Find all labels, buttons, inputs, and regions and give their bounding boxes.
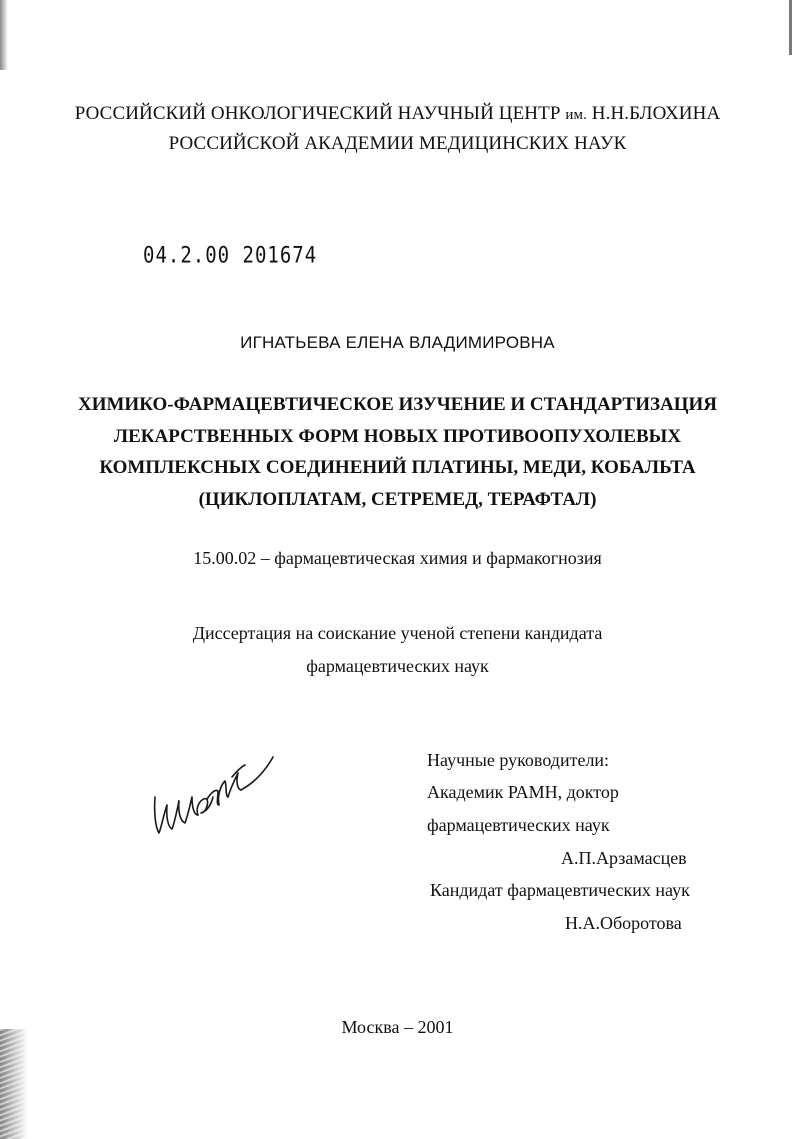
title-line-4: (ЦИКЛОПЛАТАМ, СЕТРЕМЕД, ТЕРАФТАЛ) xyxy=(198,489,597,510)
institution-name: РОССИЙСКИЙ ОНКОЛОГИЧЕСКИЙ НАУЧНЫЙ ЦЕНТР xyxy=(74,103,566,124)
handwritten-signature xyxy=(145,735,285,845)
scan-edge-shadow xyxy=(789,0,792,55)
supervisors-heading: Научные руководители: xyxy=(427,750,610,770)
registry-code: 04.2.00 201674 xyxy=(143,243,318,269)
scan-edge-shadow xyxy=(0,0,8,70)
scan-edge-shadow xyxy=(0,1029,28,1139)
title-line-2: ЛЕКАРСТВЕННЫХ ФОРМ НОВЫХ ПРОТИВООПУХОЛЕВЫХ xyxy=(113,426,682,447)
institution-line-1 xyxy=(0,103,795,125)
supervisor-1-name: А.П.Арзамасцев xyxy=(561,848,687,868)
supervisor-2-title: Кандидат фармацевтических наук xyxy=(430,880,690,900)
title-line-1: ХИМИКО-ФАРМАЦЕВТИЧЕСКОЕ ИЗУЧЕНИЕ И СТАНДАРТИЗАЦИЯ xyxy=(78,394,717,415)
title-line-3: КОМПЛЕКСНЫХ СОЕДИНЕНИЙ ПЛАТИНЫ, МЕДИ, КОБАЛЬТА xyxy=(99,457,696,478)
author-name: ИГНАТЬЕВА ЕЛЕНА ВЛАДИМИРОВНА xyxy=(240,333,555,352)
specialty: 15.00.02 – фармацевтическая химия и фармакогнозия xyxy=(193,548,602,568)
supervisor-1-title-line-2: фармацевтических наук xyxy=(427,815,610,835)
place-year: Москва – 2001 xyxy=(341,1017,454,1037)
supervisor-1-title-line-1: Академик РАМН, доктор xyxy=(427,782,619,802)
institution-prefix: им. xyxy=(565,107,587,123)
institution-line-2: РОССИЙСКОЙ АКАДЕМИИ МЕДИЦИНСКИХ НАУК xyxy=(168,133,627,154)
institution-person: Н.Н.БЛОХИНА xyxy=(586,103,721,124)
degree-line-1: Диссертация на соискание ученой степени кандидата xyxy=(192,623,603,643)
degree-line-2: фармацевтических наук xyxy=(306,656,489,676)
supervisor-2-name: Н.А.Оборотова xyxy=(565,913,682,933)
